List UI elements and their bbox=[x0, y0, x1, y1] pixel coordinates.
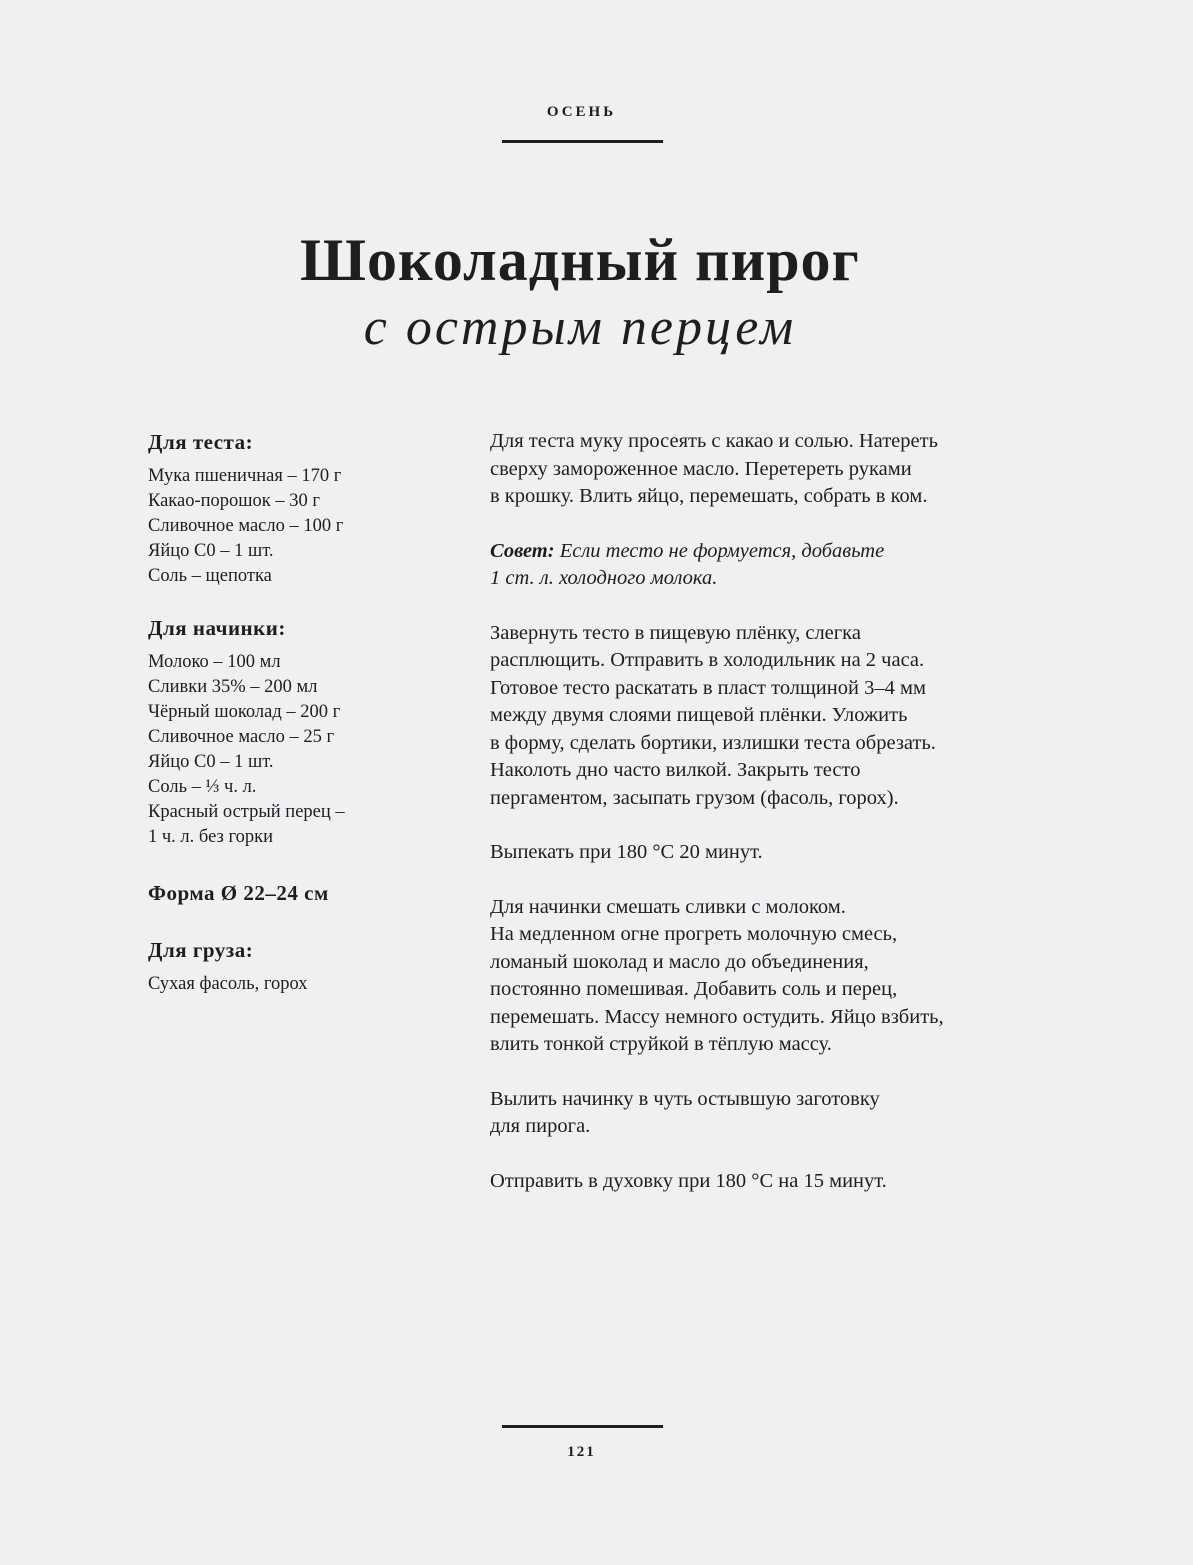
instructions-column bbox=[490, 428, 1010, 1222]
dough-heading: Для теста: bbox=[148, 430, 254, 454]
section-label: ОСЕНЬ bbox=[546, 104, 617, 120]
ingredient-item: Сливочное масло – 100 г bbox=[148, 516, 344, 536]
weight-ingredients bbox=[148, 936, 468, 997]
ingredient-item: Какао-порошок – 30 г bbox=[148, 491, 320, 511]
dough-list bbox=[148, 464, 468, 589]
dough-ingredients bbox=[148, 428, 468, 589]
weight-heading: Для груза: bbox=[148, 938, 254, 962]
filling-ingredients bbox=[148, 614, 468, 850]
instruction-step: Вылить начинку в чуть остывшую заготовку для пирога. bbox=[490, 1087, 880, 1137]
footer-divider bbox=[502, 1425, 663, 1428]
ingredient-item: Соль – щепотка bbox=[148, 566, 272, 586]
form-size bbox=[148, 879, 468, 907]
ingredient-item: Соль – ⅓ ч. л. bbox=[148, 777, 257, 797]
instruction-step: Выпекать при 180 °С 20 минут. bbox=[490, 841, 763, 863]
tip-label: Совет: bbox=[490, 539, 555, 562]
instruction-step: Для начинки смешать сливки с молоком. На медленном огне прогреть молочную смесь, ломаный шоколад и масло до объединения, постоянно помешивая. Добавить соль и перец, перемешать. Массу немного остудить. Яйцо взбить, влить тонкой струйкой в тёплую массу. bbox=[490, 895, 944, 1055]
ingredient-item: Чёрный шоколад – 200 г bbox=[148, 702, 341, 722]
instruction-step: Отправить в духовку при 180 °С на 15 минут. bbox=[490, 1169, 887, 1192]
ingredient-item: Мука пшеничная – 170 г bbox=[148, 466, 342, 486]
ingredients-column bbox=[148, 428, 468, 1022]
ingredient-item: Яйцо С0 – 1 шт. bbox=[148, 752, 274, 772]
ingredient-item: Сливки 35% – 200 мл bbox=[148, 677, 318, 697]
recipe-subtitle: с острым перцем bbox=[363, 299, 797, 356]
filling-heading: Для начинки: bbox=[148, 616, 286, 640]
recipe-title: Шоколадный пирог bbox=[300, 227, 860, 293]
form-heading: Форма Ø 22–24 см bbox=[148, 881, 329, 905]
ingredient-item: Молоко – 100 мл bbox=[148, 652, 281, 672]
tip-text: Если тесто не формуется, добавьте 1 ст. л. холодного молока. bbox=[490, 539, 885, 589]
filling-list bbox=[148, 650, 468, 850]
ingredient-item: Яйцо С0 – 1 шт. bbox=[148, 541, 274, 561]
ingredient-item: Красный острый перец – bbox=[148, 802, 345, 822]
instruction-step: Для теста муку просеять с какао и солью. Натереть сверху замороженное масло. Перетереть руками в крошку. Влить яйцо, перемешать, собрать в ком. bbox=[490, 430, 938, 507]
weight-list bbox=[148, 972, 468, 997]
page-number: 121 bbox=[567, 1444, 596, 1460]
ingredient-item: 1 ч. л. без горки bbox=[148, 827, 273, 847]
header-divider bbox=[502, 140, 663, 143]
ingredient-item: Сухая фасоль, горох bbox=[148, 974, 308, 994]
instruction-step: Завернуть тесто в пищевую плёнку, слегка расплющить. Отправить в холодильник на 2 часа. Готовое тесто раскатать в пласт толщиной 3–4 мм между двумя слоями пищевой плёнки. Уложить в форму, сделать бортики, излишки теста обрезать. Наколоть дно часто вилкой. Закрыть тесто пергаментом, засыпать грузом (фасоль, горох). bbox=[490, 621, 936, 809]
ingredient-item: Сливочное масло – 25 г bbox=[148, 727, 335, 747]
tip-paragraph bbox=[490, 538, 1010, 593]
